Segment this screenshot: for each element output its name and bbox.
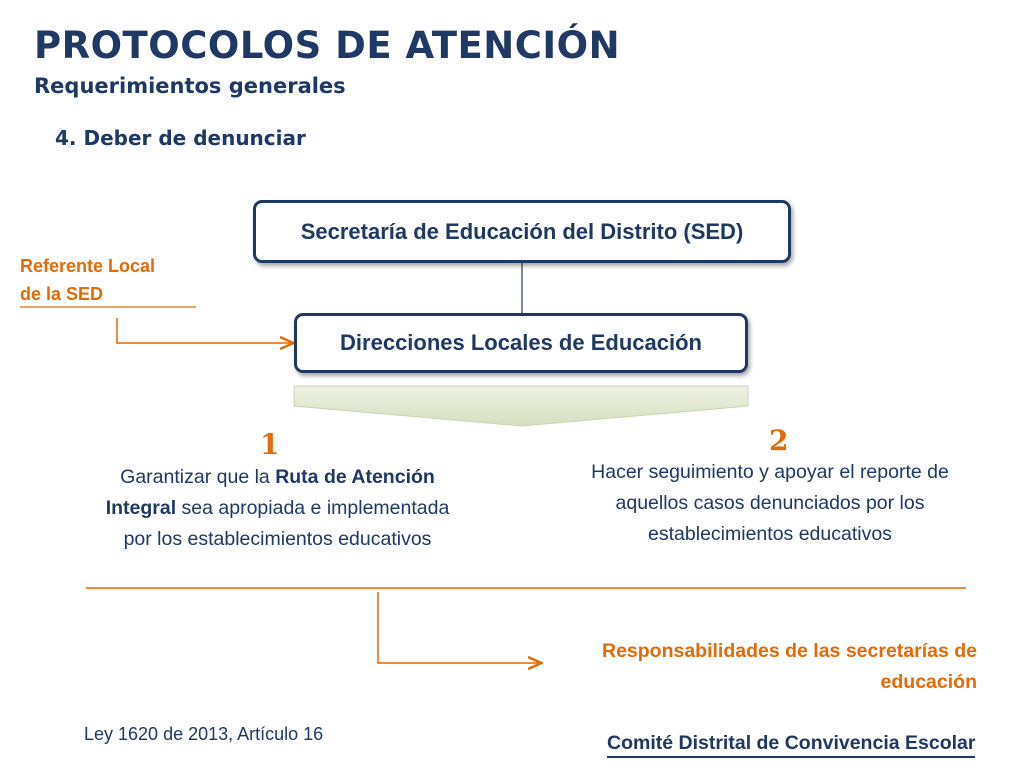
referente-label-line1: Referente Local xyxy=(20,256,156,276)
item-2-description: Hacer seguimiento y apoyar el reporte de aquellos casos denunciados por los establecimientos educativos xyxy=(591,461,949,545)
referente-label xyxy=(20,252,200,308)
direcciones-locales-box xyxy=(294,313,748,373)
item-1-description xyxy=(95,462,460,555)
result-arrow xyxy=(378,592,540,663)
item-1-text-post: sea apropiada e implementada por los establecimientos educativos xyxy=(123,497,450,550)
page-title: PROTOCOLOS DE ATENCIÓN xyxy=(34,24,621,67)
item-1-number: 1 xyxy=(260,428,280,461)
item-1-text-bold: Ruta de Atención Integral xyxy=(105,466,435,519)
chevron-band xyxy=(294,386,748,426)
page-subtitle: Requerimientos generales xyxy=(34,74,346,98)
referente-label-line2: de la SED xyxy=(20,284,104,304)
referente-arrow xyxy=(117,318,292,343)
sed-box xyxy=(253,200,791,263)
law-reference: Ley 1620 de 2013, Artículo 16 xyxy=(84,724,324,744)
committee-label: Comité Distrital de Convivencia Escolar xyxy=(607,732,975,758)
item-1-text-pre: Garantizar que la xyxy=(120,466,276,488)
section-heading: 4. Deber de denunciar xyxy=(55,126,306,150)
item-2-number: 2 xyxy=(769,424,789,457)
direcciones-locales-label: Direcciones Locales de Educación xyxy=(340,330,702,355)
result-label: Responsabilidades de las secretarías de educación xyxy=(601,640,977,693)
sed-box-label: Secretaría de Educación del Distrito (SED) xyxy=(300,218,744,244)
